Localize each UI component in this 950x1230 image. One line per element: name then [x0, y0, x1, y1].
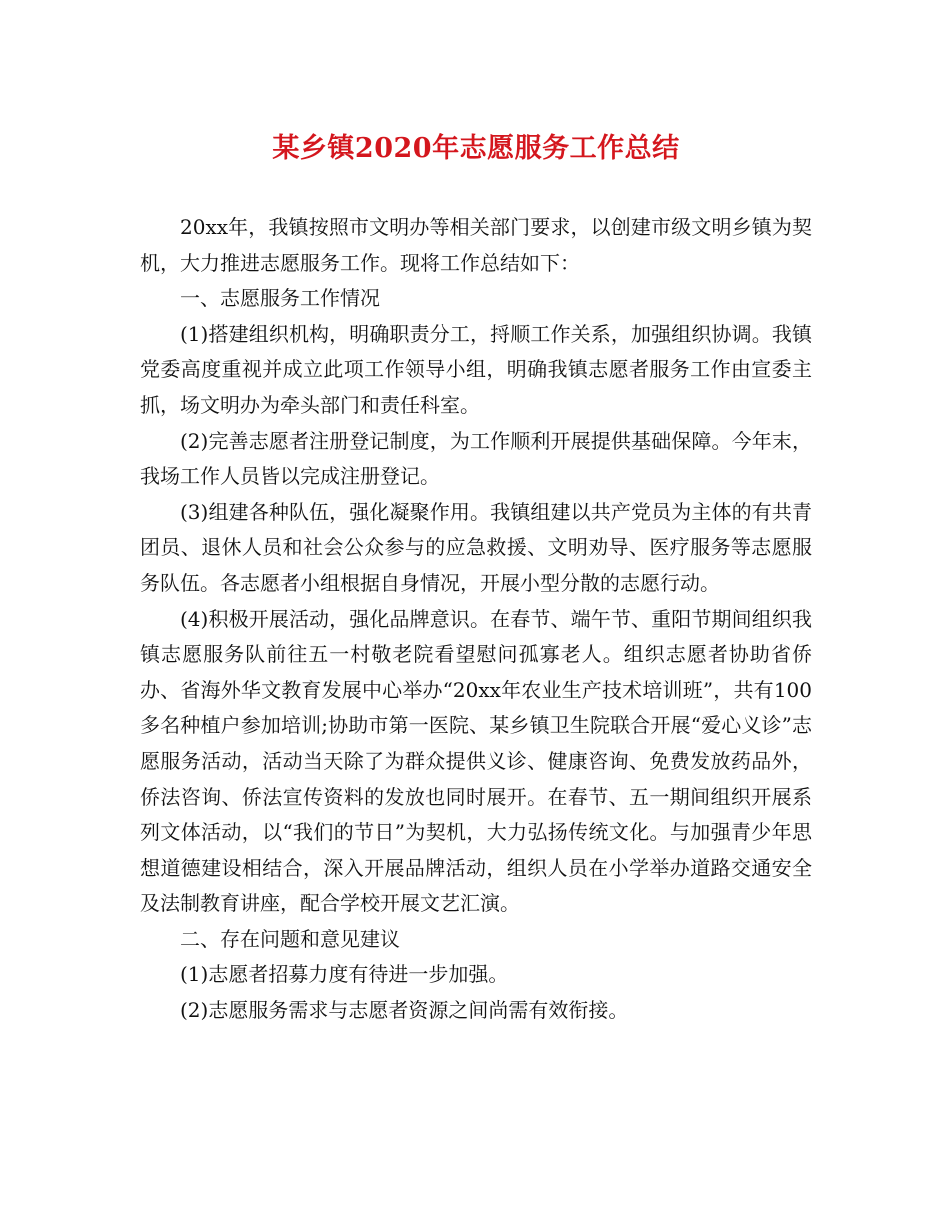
document-page — [140, 130, 812, 1029]
paragraph-item-4: (4)积极开展活动，强化品牌意识。在春节、端午节、重阳节期间组织我镇志愿服务队前往五一村敬老院看望慰问孤寡老人。组织志愿者协助省侨办、省海外华文教育发展中心举办“20xx年农业生产技术培训班”，共有100多名种植户参加培训;协助市第一医院、某乡镇卫生院联合开展“爱心义诊”志愿服务活动，活动当天除了为群众提供义诊、健康咨询、免费发放药品外，侨法咨询、侨法宣传资料的发放也同时展开。在春节、五一期间组织开展系列文体活动，以“我们的节日”为契机，大力弘扬传统文化。与加强青少年思想道德建设相结合，深入开展品牌活动，组织人员在小学举办道路交通安全及法制教育讲座，配合学校开展文艺汇演。 — [140, 606, 812, 916]
document-body — [140, 210, 812, 1029]
intro-paragraph: 20xx年，我镇按照市文明办等相关部门要求，以创建市级文明乡镇为契机，大力推进志愿服务工作。现将工作总结如下： — [140, 215, 812, 275]
paragraph-item-2: (2)完善志愿者注册登记制度，为工作顺利开展提供基础保障。今年末，我场工作人员皆以完成注册登记。 — [140, 428, 812, 489]
paragraph-item-1: (1)搭建组织机构，明确职责分工，捋顺工作关系，加强组织协调。我镇党委高度重视并成立此项工作领导小组，明确我镇志愿者服务工作由宣委主抓，场文明办为牵头部门和责任科室。 — [140, 321, 812, 417]
paragraph-item-3: (3)组建各种队伍，强化凝聚作用。我镇组建以共产党员为主体的有共青团员、退休人员和社会公众参与的应急救援、文明劝导、医疗服务等志愿服务队伍。各志愿者小组根据自身情况，开展小型分散的志愿行动。 — [140, 499, 812, 595]
problem-item-1: (1)志愿者招募力度有待进一步加强。 — [180, 962, 509, 987]
problem-item-2: (2)志愿服务需求与志愿者资源之间尚需有效衔接。 — [180, 998, 629, 1023]
section-heading-1: 一、志愿服务工作情况 — [180, 286, 380, 311]
section-heading-2: 二、存在问题和意见建议 — [180, 926, 400, 951]
document-title: 某乡镇2020年志愿服务工作总结 — [272, 133, 680, 164]
